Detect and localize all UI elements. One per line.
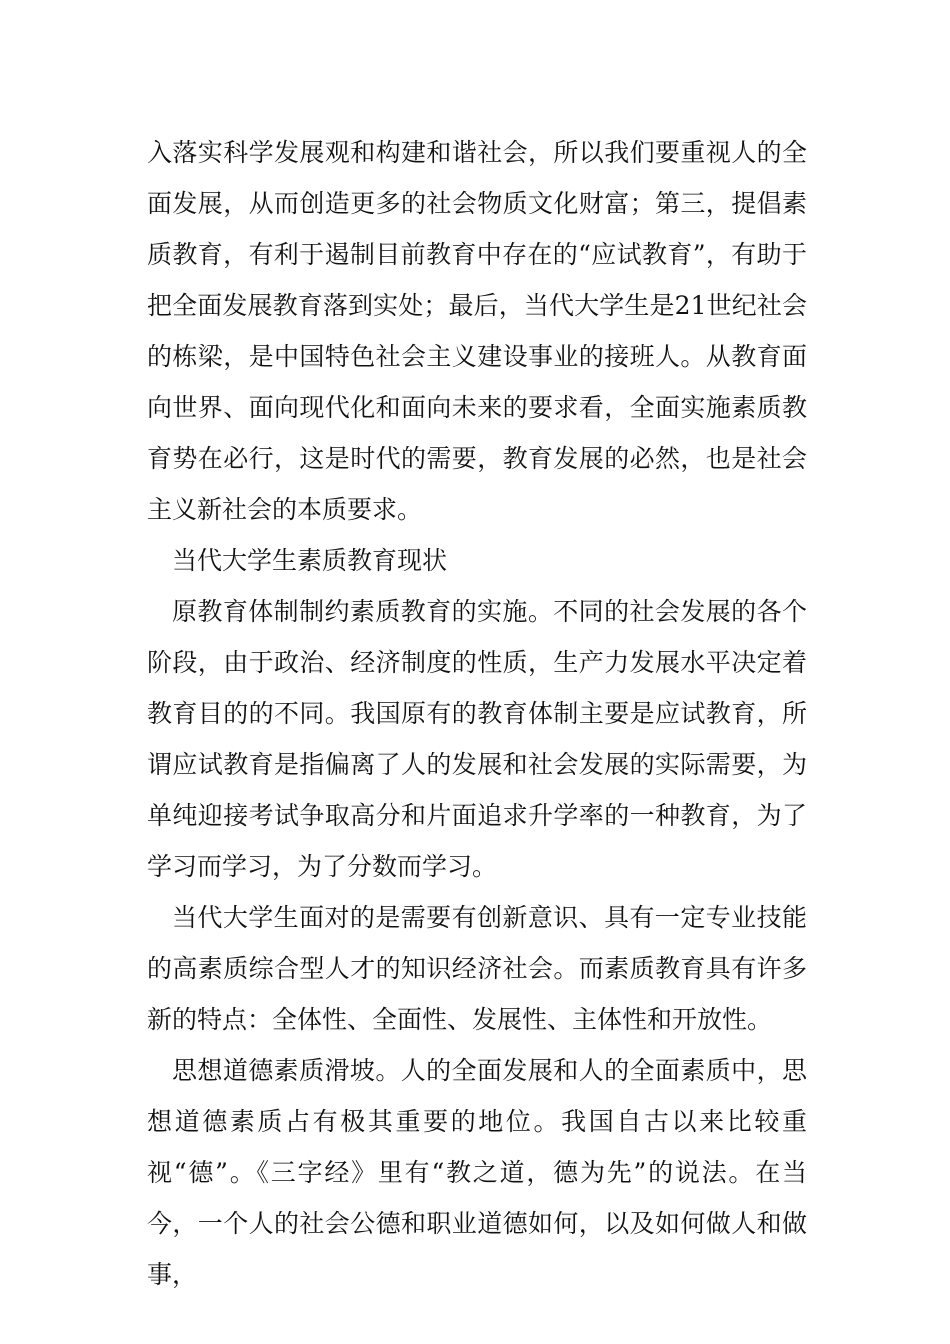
paragraph: 当代大学生面对的是需要有创新意识、具有一定专业技能的高素质综合型人才的知识经济社会。而素质教育具有许多新的特点：全体性、全面性、发展性、主体性和开放性。 bbox=[147, 903, 807, 1034]
paragraph: 思想道德素质滑坡。人的全面发展和人的全面素质中，思想道德素质占有极其重要的地位。我国自古以来比较重视“德”。《三字经》里有“教之道，德为先”的说法。在当今，一个人的社会公德和职业道德如何，以及如何做人和做事， bbox=[147, 1056, 807, 1289]
document-body bbox=[147, 127, 807, 1300]
paragraph: 原教育体制制约素质教育的实施。不同的社会发展的各个阶段，由于政治、经济制度的性质，生产力发展水平决定着教育目的的不同。我国原有的教育体制主要是应试教育，所谓应试教育是指偏离了人的发展和社会发展的实际需要，为单纯迎接考试争取高分和片面追求升学率的一种教育，为了学习而学习，为了分数而学习。 bbox=[147, 597, 807, 881]
paragraph-continuation: 入落实科学发展观和构建和谐社会，所以我们要重视人的全面发展，从而创造更多的社会物质文化财富；第三，提倡素质教育，有利于遏制目前教育中存在的“应试教育”，有助于把全面发展教育落到实处；最后，当代大学生是21世纪社会的栋梁，是中国特色社会主义建设事业的接班人。从教育面向世界、面向现代化和面向未来的要求看，全面实施素质教育势在必行，这是时代的需要，教育发展的必然，也是社会主义新社会的本质要求。 bbox=[147, 138, 807, 524]
section-heading: 当代大学生素质教育现状 bbox=[172, 546, 448, 575]
